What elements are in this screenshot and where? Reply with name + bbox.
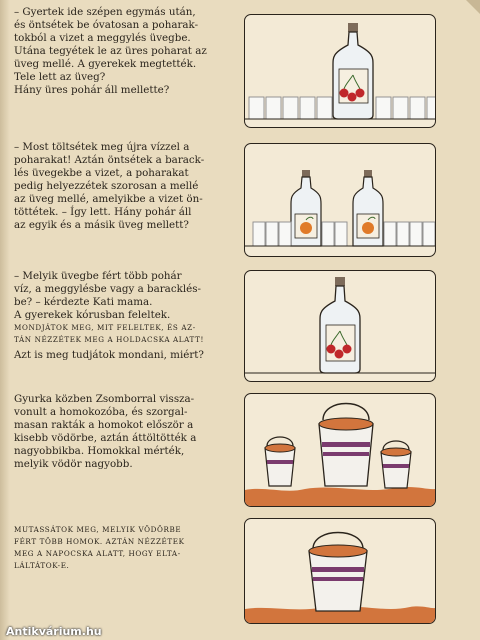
text-line: be? – kérdezte Kati mama.	[14, 296, 153, 308]
text-line: nagyobbikba. Homokkal mérték,	[14, 445, 185, 457]
text-section-2	[14, 141, 224, 232]
caps-instruction-line: LÁLTÁTOK-E.	[14, 561, 70, 570]
panel-cherry-bottle-alone	[244, 270, 436, 382]
caps-instruction-line: TÁN NÉZZÉTEK MEG A HOLDACSKA ALATT!	[14, 335, 204, 344]
glasses-row	[253, 222, 435, 246]
text-line: és öntsétek be óvatosan a poharak-	[14, 19, 199, 31]
text-section-3	[14, 270, 224, 362]
panel-three-buckets	[244, 393, 436, 507]
text-line: Hány üres pohár áll mellette?	[14, 84, 170, 96]
text-line: A gyerekek kórusban feleltek.	[14, 309, 171, 321]
text-line: – Melyik üvegbe fért több pohár	[14, 270, 182, 282]
text-line: kisebb vödörbe, aztán áttöltötték a	[14, 432, 197, 444]
panel-cherry-bottle-empty-glasses	[244, 14, 436, 128]
watermark-text: Antikvárium.hu	[6, 625, 102, 638]
text-line: Tele lett az üveg?	[14, 71, 106, 83]
cherry-bottle-illustration	[320, 277, 360, 373]
cherry-bottle-illustration	[333, 23, 373, 119]
text-section-5	[14, 524, 224, 572]
text-section-1	[14, 6, 224, 97]
caps-instruction-line: MUTASSÁTOK MEG, MELYIK VÖDÖRBE	[14, 525, 182, 534]
text-line: tokból a vizet a meggylés üvegbe.	[14, 32, 191, 44]
caps-instruction-line: MEG A NAPOCSKA ALATT, HOGY ELTA-	[14, 549, 181, 558]
text-line: lés üvegekbe a vizet, a poharakat	[14, 167, 189, 179]
text-line: töttétek. – Így lett. Hány pohár áll	[14, 206, 192, 218]
caps-instruction-line: FÉRT TÖBB HOMOK. AZTÁN NÉZZÉTEK	[14, 537, 185, 546]
page-fold-shadow	[0, 0, 10, 640]
apricot-bottle-right	[353, 170, 383, 246]
text-line: melyik vödör nagyobb.	[14, 458, 133, 470]
text-line: az üveg mellé, amelyikbe a vizet ön-	[14, 193, 203, 205]
text-line: víz, a meggylésbe vagy a baracklés-	[14, 283, 201, 295]
apricot-bottle-left	[291, 170, 321, 246]
text-line: az egyik és a másik üveg mellett?	[14, 219, 189, 231]
caps-instruction-line: MONDJÁTOK MEG, MIT FELELTEK, ÉS AZ-	[14, 323, 196, 332]
text-line: – Gyertek ide szépen egymás után,	[14, 6, 196, 18]
small-bucket-left	[265, 437, 295, 486]
text-line: masan rakták a homokot először a	[14, 419, 194, 431]
text-line: üveg mellé. A gyerekek megtették.	[14, 58, 197, 70]
large-bucket-middle	[319, 404, 373, 487]
text-line: vonult a homokozóba, és szorgal-	[14, 406, 188, 418]
panel-one-bucket	[244, 518, 436, 624]
text-section-4	[14, 393, 224, 471]
panel-apricot-bottles-glasses	[244, 143, 436, 257]
text-line: poharakat! Aztán öntsétek a barack-	[14, 154, 205, 166]
page-corner	[466, 0, 480, 14]
small-bucket-right	[381, 441, 411, 488]
text-line: Azt is meg tudjátok mondani, miért?	[14, 349, 204, 361]
text-line: Gyurka közben Zsomborral vissza-	[14, 393, 195, 405]
large-bucket	[309, 533, 367, 612]
text-line: Utána tegyétek le az üres poharat az	[14, 45, 207, 57]
text-line: – Most töltsétek meg újra vízzel a	[14, 141, 190, 153]
text-line: pedig helyezzétek szorosan a mellé	[14, 180, 199, 192]
